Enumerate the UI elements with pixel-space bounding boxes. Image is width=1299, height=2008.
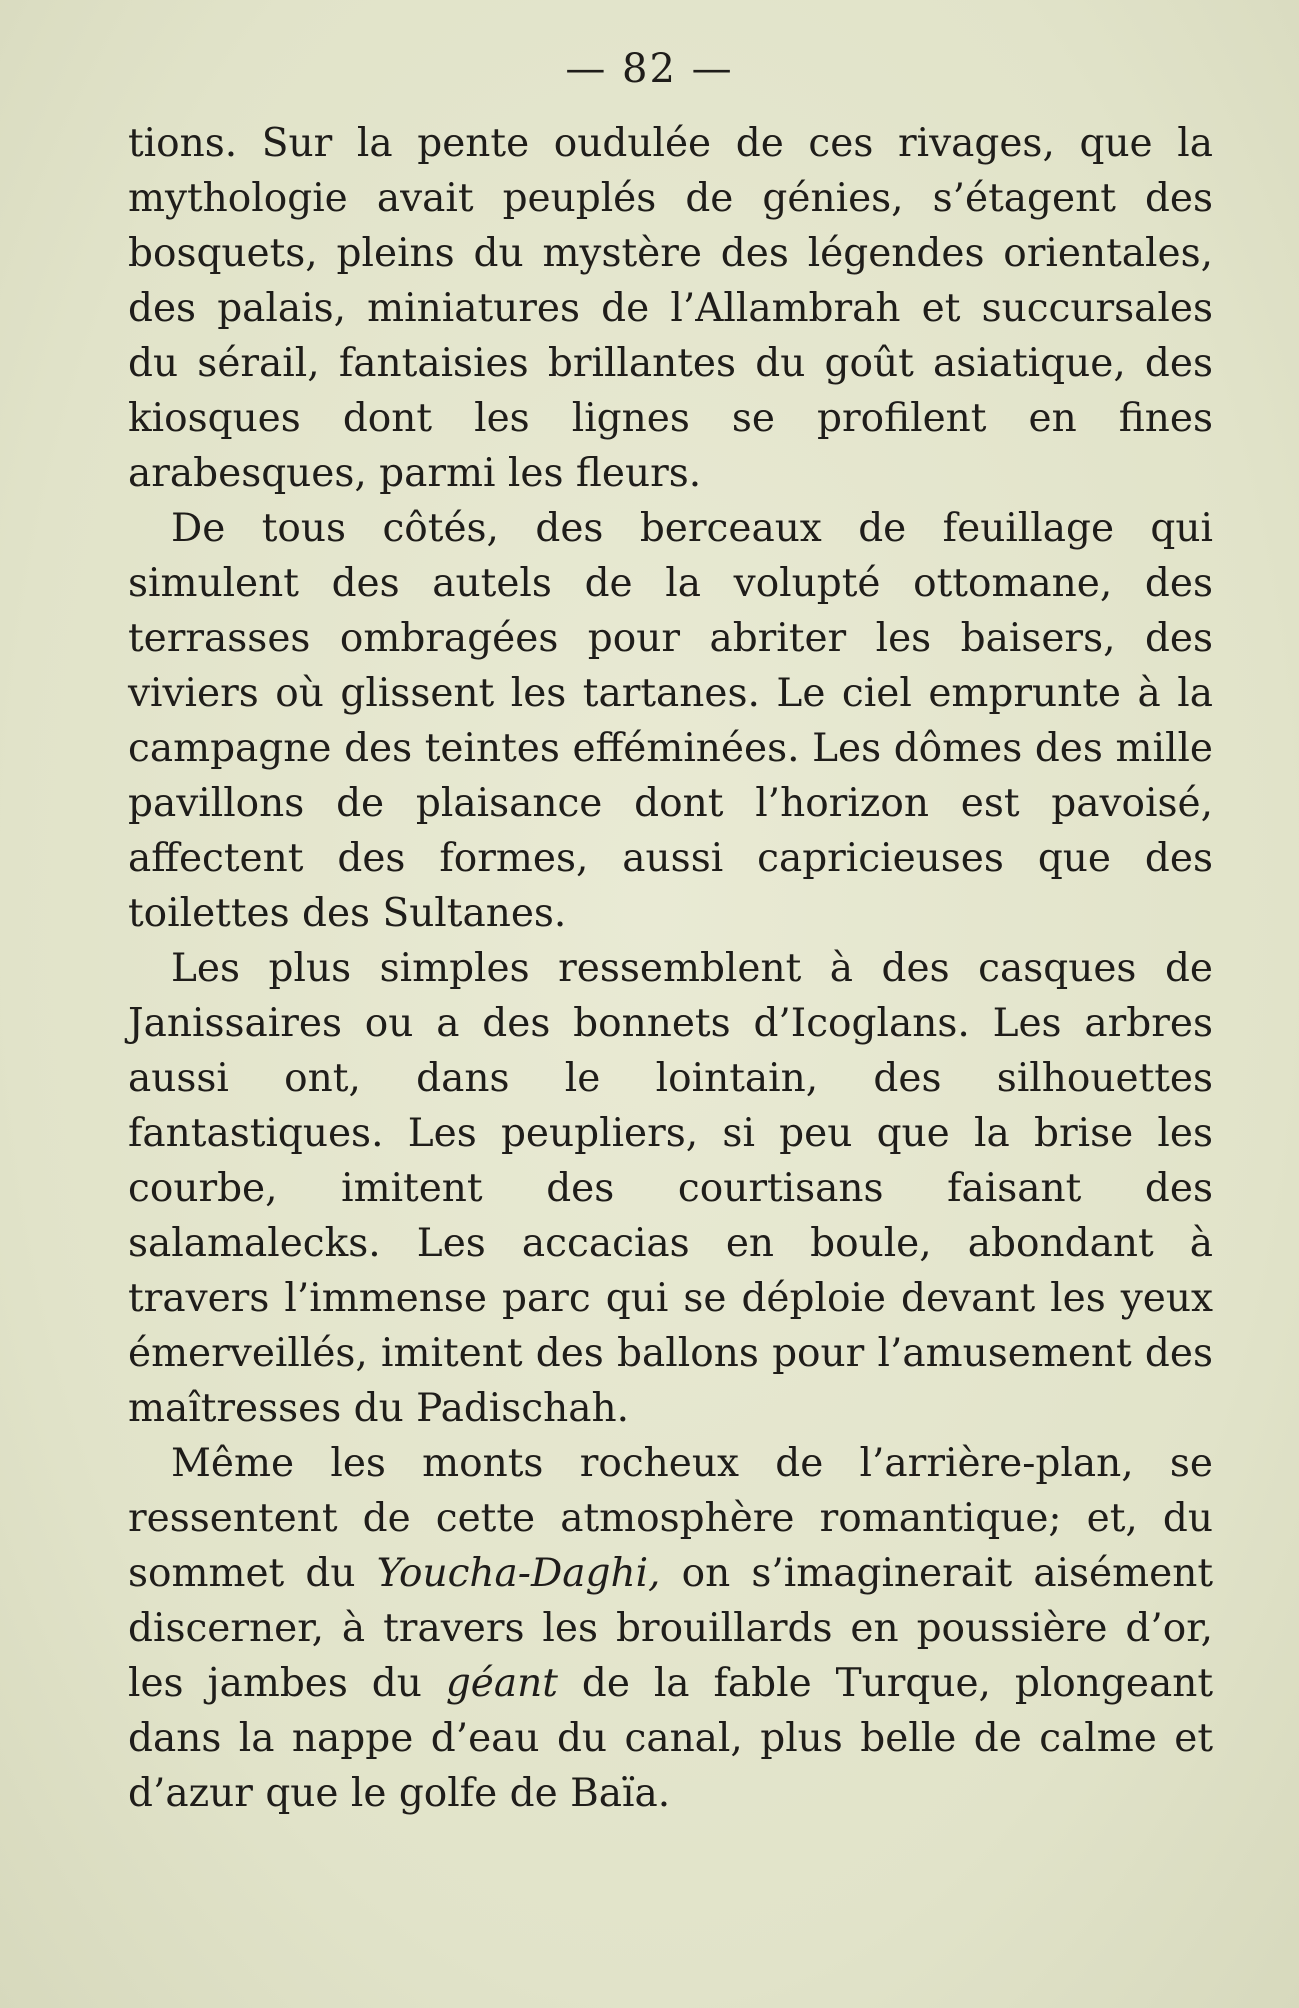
page-number: — 82 — bbox=[565, 46, 734, 92]
emphasis-italic: géant bbox=[445, 1661, 558, 1706]
paragraph-text: Même les monts rocheux de l’arrière-plan, se ressentent de cette atmosphère romantique; et, du sommet du bbox=[128, 1441, 1213, 1596]
paragraph: De tous côtés, des berceaux de feuillage qui simulent des autels de la volupté ottomane, des terrasses ombragées pour abriter les baisers, des viviers où glissent les tartanes. Le ciel emprunte à la campagne des teintes efféminées. Les dômes des mille pavillons de plaisance dont l’horizon est pavoisé, affectent des formes, aussi capricieuses que des toilettes des Sultanes. bbox=[128, 506, 1213, 936]
place-name-italic: Youcha-Daghi, bbox=[376, 1551, 661, 1596]
paragraph-continuation: tions. Sur la pente oudulée de ces rivages, que la mythologie avait peuplés de génies, s’étagent des bosquets, pleins du mystère des légendes orientales, des palais, miniatures de l’Allambrah et succursales du sérail, fantaisies brillantes du goût asiatique, des kiosques dont les lignes se profilent en fines arabesques, parmi les fleurs. bbox=[128, 121, 1213, 496]
paragraph-text: de la fable Turque, plongeant dans la nappe d’eau du canal, plus belle de calme et d’azur que le golfe de Baïa. bbox=[128, 1661, 1213, 1816]
paragraph bbox=[128, 1436, 1213, 1821]
paragraph-text: on s’imaginerait aisément discerner, à travers les brouillards en poussière d’or, les jambes du bbox=[128, 1551, 1213, 1706]
paragraph: Les plus simples ressemblent à des casques de Janissaires ou a des bonnets d’Icoglans. Les arbres aussi ont, dans le lointain, des silhouettes fantastiques. Les peupliers, si peu que la brise les courbe, imitent des courtisans faisant des salamalecks. Les accacias en boule, abondant à travers l’immense parc qui se déploie devant les yeux émerveillés, imitent des ballons pour l’amusement des maîtresses du Padischah. bbox=[128, 946, 1213, 1431]
body-text bbox=[128, 116, 1213, 1821]
